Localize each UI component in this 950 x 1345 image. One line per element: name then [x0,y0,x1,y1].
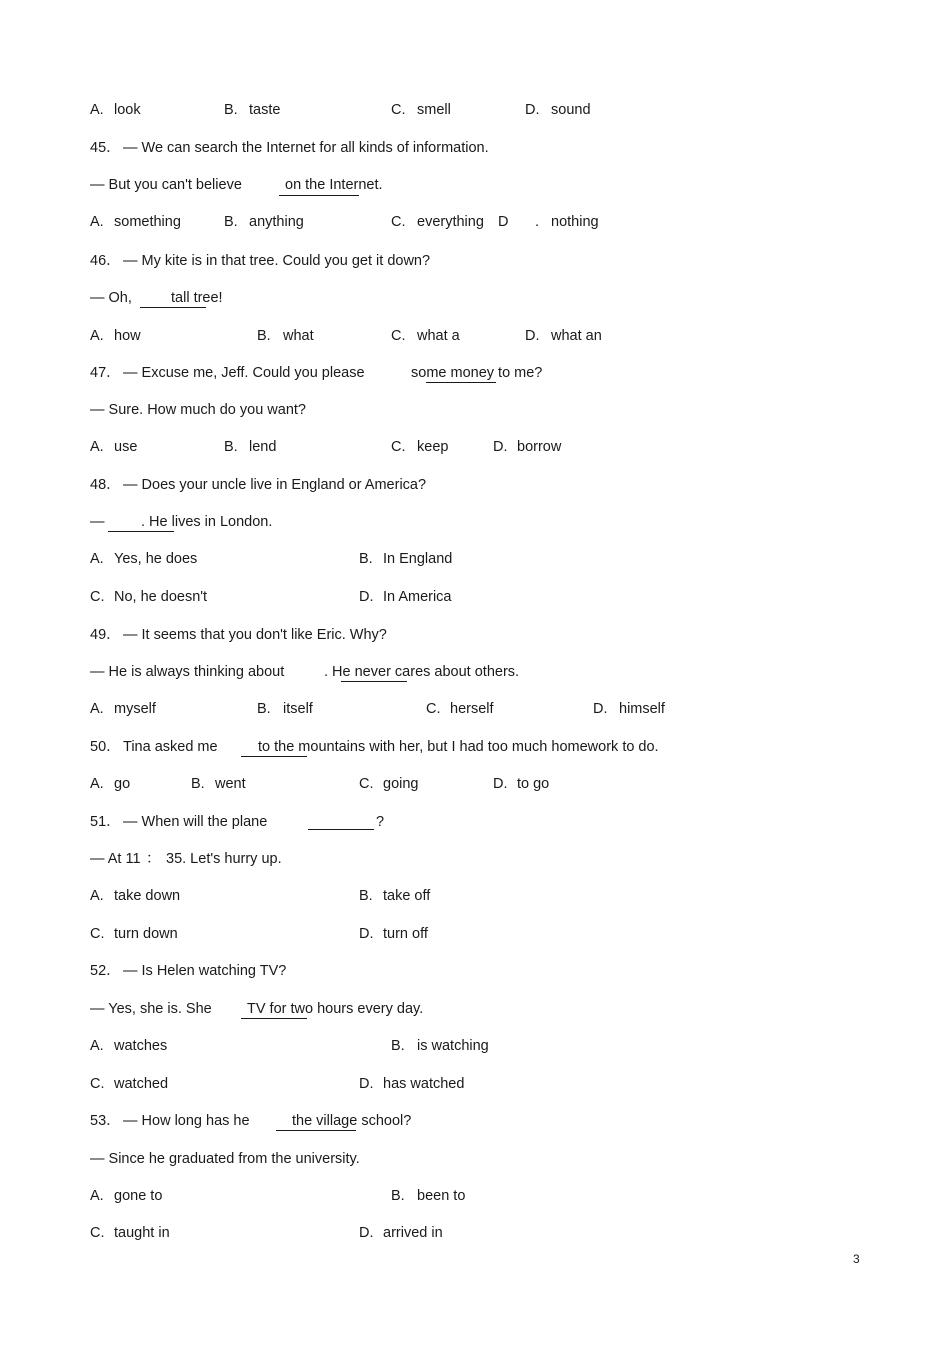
option-c-letter: C. [391,214,406,230]
question-number: 52． [90,963,121,979]
answer-text: — Oh, [90,290,132,306]
answer-text-after-blank: tall tree! [171,290,223,306]
question-number: 50． [90,739,121,755]
option-d-text: arrived in [383,1225,443,1241]
option-a-text: Yes, he does [114,551,198,567]
option-a-text: myself [114,701,156,717]
option-c-text: watched [114,1076,169,1092]
answer-blank [108,531,174,532]
option-a-letter: A. [90,439,104,455]
question-blank [276,1130,356,1131]
question-number: 45． [90,140,121,156]
option-c-letter: C. [90,1225,105,1241]
question-text: — Does your uncle live in England or America? [123,477,427,493]
question-number: 53． [90,1113,121,1129]
option-b-letter: B. [257,701,271,717]
answer-text-after-blank: TV for two hours every day. [247,1001,424,1017]
option-b-text: anything [249,214,304,230]
answer-blank [279,195,359,196]
answer-blank [341,681,407,682]
option-d-letter: D. [359,926,374,942]
question-text: — How long has he [123,1113,250,1129]
option-a-letter: A. [90,1188,104,1204]
answer-colon: ： [146,851,161,867]
option-c-text: going [383,776,419,792]
option-d-letter: D [498,214,509,230]
option-a-letter: A. [90,701,104,717]
option-a-text: how [114,328,141,344]
answer-text: — At 11 [90,851,141,867]
option-b-letter: B. [391,1188,405,1204]
question-number: 51． [90,814,121,830]
question-text: — We can search the Internet for all kinds of information. [123,140,489,156]
option-c-text: herself [450,701,494,717]
option-b-text: taste [249,102,281,118]
question-text-after-blank: to the mountains with her, but I had too much homework to do. [258,739,659,755]
option-b-letter: B. [224,214,238,230]
answer-text: — But you can't believe [90,177,242,193]
option-d-dot: . [535,214,540,230]
answer-text-after-blank: . He never cares about others. [324,664,520,680]
answer-text: — Since he graduated from the university. [90,1151,360,1167]
question-text: — Is Helen watching TV? [123,963,287,979]
option-d-letter: D. [525,102,540,118]
answer-text: — He is always thinking about [90,664,285,680]
option-c-letter: C. [391,102,406,118]
answer-text: — [90,514,105,530]
question-blank [426,382,496,383]
answer-blank [140,307,206,308]
answer-text: — Yes, she is. She [90,1001,212,1017]
answer-time: 35. Let's hurry up. [166,851,282,867]
option-c-text: turn down [114,926,178,942]
question-text-after-blank: the village school? [292,1113,412,1129]
option-d-text: himself [619,701,665,717]
option-b-text: what [283,328,314,344]
option-d-text: nothing [551,214,599,230]
option-b-letter: B. [391,1038,405,1054]
question-text: Tina asked me [123,739,218,755]
option-a-text: use [114,439,138,455]
option-d-text: what an [551,328,602,344]
option-d-text: turn off [383,926,428,942]
option-a-letter: A. [90,1038,104,1054]
option-b-letter: B. [359,551,373,567]
question-number: 48． [90,477,121,493]
option-c-text: smell [417,102,451,118]
option-d-text: In America [383,589,452,605]
option-a-letter: A. [90,776,104,792]
option-c-text: keep [417,439,449,455]
option-b-text: take off [383,888,431,904]
option-b-text: In England [383,551,453,567]
answer-text-after-blank: . He lives in London. [141,514,273,530]
option-a-text: take down [114,888,181,904]
option-a-letter: A. [90,888,104,904]
option-c-letter: C. [359,776,374,792]
option-d-letter: D. [593,701,608,717]
option-d-letter: D. [493,439,508,455]
page-number: 3 [853,1252,860,1266]
option-d-letter: D. [359,1076,374,1092]
option-a-letter: A. [90,328,104,344]
option-c-letter: C. [391,439,406,455]
option-a-text: watches [114,1038,168,1054]
question-text-after-blank: some money to me? [411,365,543,381]
option-c-letter: C. [391,328,406,344]
question-number: 49． [90,627,121,643]
option-b-letter: B. [257,328,271,344]
answer-blank [241,1018,307,1019]
option-b-text: been to [417,1188,466,1204]
option-c-letter: C. [426,701,441,717]
option-c-text: taught in [114,1225,170,1241]
option-d-text: borrow [517,439,562,455]
option-a-letter: A. [90,102,104,118]
option-b-letter: B. [224,102,238,118]
option-b-letter: B. [191,776,205,792]
option-d-text: sound [551,102,591,118]
option-c-text: what a [417,328,460,344]
option-a-text: go [114,776,131,792]
option-b-text: is watching [417,1038,489,1054]
option-d-letter: D. [359,1225,374,1241]
option-b-letter: B. [359,888,373,904]
question-blank [308,829,374,830]
option-d-text: to go [517,776,550,792]
answer-text: — Sure. How much do you want? [90,402,306,418]
option-c-letter: C. [90,926,105,942]
question-text: — When will the plane [123,814,268,830]
option-c-letter: C. [90,589,105,605]
question-number: 46． [90,253,121,269]
option-a-text: gone to [114,1188,163,1204]
question-text: — Excuse me, Jeff. Could you please [123,365,365,381]
option-d-letter: D. [359,589,374,605]
question-text: — It seems that you don't like Eric. Why? [123,627,387,643]
option-d-letter: D. [493,776,508,792]
option-a-letter: A. [90,551,104,567]
option-a-letter: A. [90,214,104,230]
option-a-text: look [114,102,141,118]
option-b-text: itself [283,701,313,717]
answer-text-after-blank: on the Internet. [285,177,383,193]
option-b-text: went [215,776,246,792]
question-mark: ? [376,814,385,830]
option-d-text: has watched [383,1076,465,1092]
question-text: — My kite is in that tree. Could you get it down? [123,253,431,269]
option-c-letter: C. [90,1076,105,1092]
option-b-letter: B. [224,439,238,455]
question-blank [241,756,307,757]
question-number: 47． [90,365,121,381]
option-d-letter: D. [525,328,540,344]
option-c-text: everything [417,214,484,230]
option-b-text: lend [249,439,277,455]
option-a-text: something [114,214,181,230]
option-c-text: No, he doesn't [114,589,208,605]
